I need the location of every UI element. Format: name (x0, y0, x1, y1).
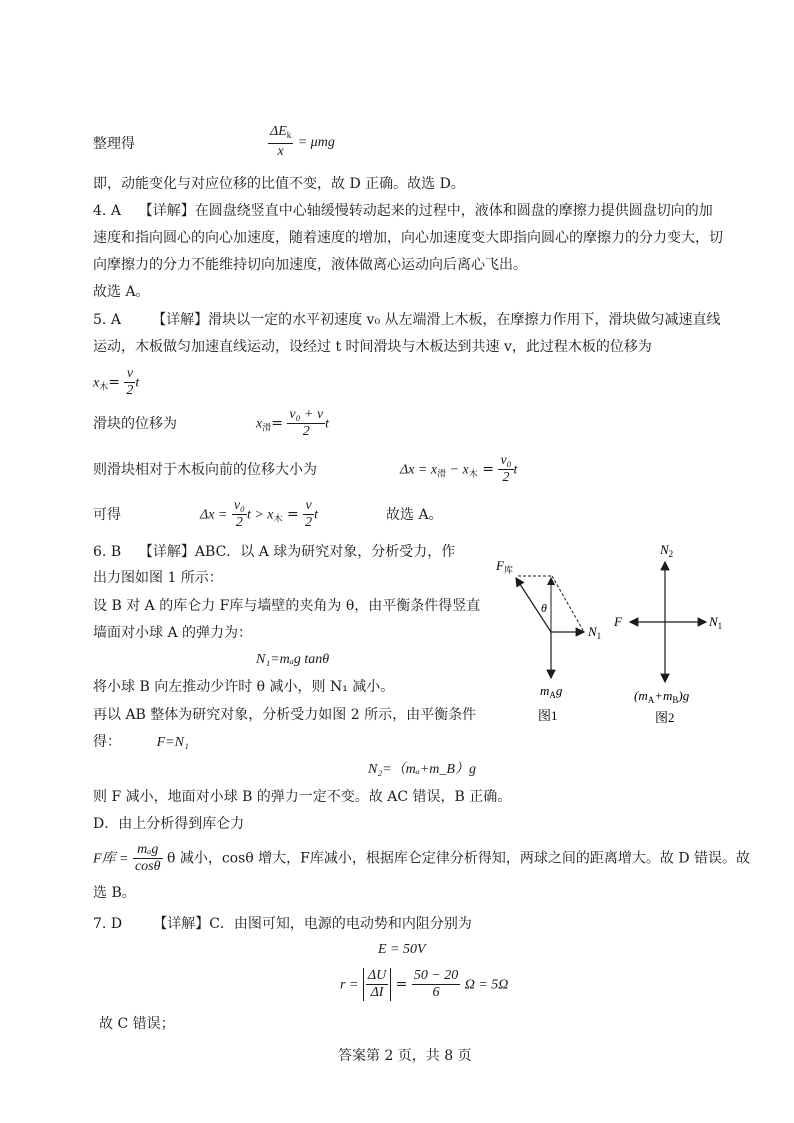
q7-conclusion: 故 C 错误； (99, 1016, 175, 1032)
q3-conclusion: 即，动能变化与对应位移的比值不变，故 D 正确。故选 D。 (93, 176, 465, 192)
q7-eq-e: E = 50V (378, 942, 426, 957)
q6-line9: D．由上分析得到库仑力 (93, 816, 245, 832)
q6-line2: 出力图如图 1 所示： (93, 570, 223, 586)
fig2-f-label: F (614, 614, 622, 629)
q5-eq-obtain: Δx = $\frac{\text{v₀}}{2}$ $t > x_木$ = $\frac{v}{2}$ t (200, 498, 319, 530)
q6-line11: 选 B。 (93, 885, 136, 901)
q4-line3: 向摩擦力的分力不能维持切向加速度，液体做离心运动向后离心飞出。 (93, 257, 527, 273)
q6-line6: 再以 AB 整体为研究对象，分析受力如图 2 所示，由平衡条件 (93, 707, 477, 723)
q6-header: 6. B 【详解】ABC．以 A 球为研究对象，分析受力，作 (93, 544, 456, 560)
figure-2 (610, 540, 740, 730)
q7-header: 7. D 【详解】C．由图可知，电源的电动势和内阻分别为 (93, 916, 472, 932)
fig2-weight-label: $(m_A+m_B)g$ (634, 688, 690, 705)
q6-line10: F库 = $\frac{\text{mₐg}}{\cos\theta}$ θ 减小，cosθ 增大，F库减小，根据库仑定律分析得知，两球之间的距离增大。故 D 错误。故 (93, 842, 751, 874)
q3-formula: $\frac{\Delta E_k}{x}$ = μmg (270, 124, 335, 159)
q5-eq-board: $x_木=$ $\frac{v}{2}$ t (93, 366, 140, 398)
fig1-theta: θ (541, 601, 547, 615)
q5-relative-label: 则滑块相对于木板向前的位移大小为 (93, 462, 317, 478)
figure-1 (492, 548, 610, 728)
q5-line2: 运动，木板做匀加速直线运动，设经过 t 时间滑块与木板达到共速 v，此过程木板的位移为 (93, 339, 652, 355)
q6-line7: 得： F=N₁ (93, 734, 189, 750)
fig2-n2-label: $N_2$ (660, 542, 674, 559)
fig1-f-label: $F_库$ (496, 558, 513, 575)
q5-slider-label: 滑块的位移为 (93, 416, 177, 432)
fig2-caption: 图2 (655, 710, 675, 725)
q4-line2: 速度和指向圆心的向心加速度，随着速度的增加，向心加速度变大即指向圆心的摩擦力的分力变大，切 (93, 230, 723, 246)
q4-conclusion: 故选 A。 (93, 284, 150, 300)
q5-header: 5. A 【详解】滑块以一定的水平初速度 v₀ 从左端滑上木板，在摩擦力作用下，滑块做匀减速直线 (93, 312, 721, 328)
q5-obtain-label: 可得 (93, 507, 121, 523)
fig2-n1-label: $N_1$ (709, 614, 723, 631)
q7-eq-r: r = $\frac{\Delta U}{\Delta I}$ = $\frac{50 - 20}{6}$ Ω = 5Ω (340, 968, 509, 1000)
q6-line3: 设 B 对 A 的库仑力 F库与墙壁的夹角为 θ，由平衡条件得竖直 (93, 598, 481, 614)
fig1-n1-label: $N_1$ (588, 624, 602, 641)
fig1-dashed-diagonal (552, 576, 584, 632)
page-footer: 答案第 2 页，共 8 页 (338, 1048, 472, 1064)
q5-eq-relative: $\Delta x = x_滑 - x_木$ = $\frac{\text{v₀}}{2}$ t (400, 453, 518, 485)
q6-line8: 则 F 减小，地面对小球 B 的弹力一定不变。故 AC 错误，B 正确。 (93, 789, 512, 805)
q4-header: 4. A 【详解】在圆盘绕竖直中心轴缓慢转动起来的过程中，液体和圆盘的摩擦力提供圆盘切向的加 (93, 203, 713, 219)
q3-arrange-label: 整理得 (93, 136, 135, 152)
q5-eq-slider: $x_滑=$ $\frac{\text{v₀ + v}}{2}$ t (256, 407, 330, 439)
q6-line5: 将小球 B 向左推动少许时 θ 减小，则 N₁ 减小。 (93, 679, 395, 695)
q6-eq-n1: N₁=mₐg tanθ (256, 652, 330, 667)
fig1-mg-label: $m_Ag$ (540, 683, 563, 700)
fig1-caption: 图1 (538, 708, 558, 723)
q5-conclusion: 故选 A。 (386, 507, 443, 523)
q6-line4: 墙面对小球 A 的弹力为： (93, 625, 253, 641)
q6-eq-n2: N₂=（mₐ+m_B）g (368, 762, 476, 777)
